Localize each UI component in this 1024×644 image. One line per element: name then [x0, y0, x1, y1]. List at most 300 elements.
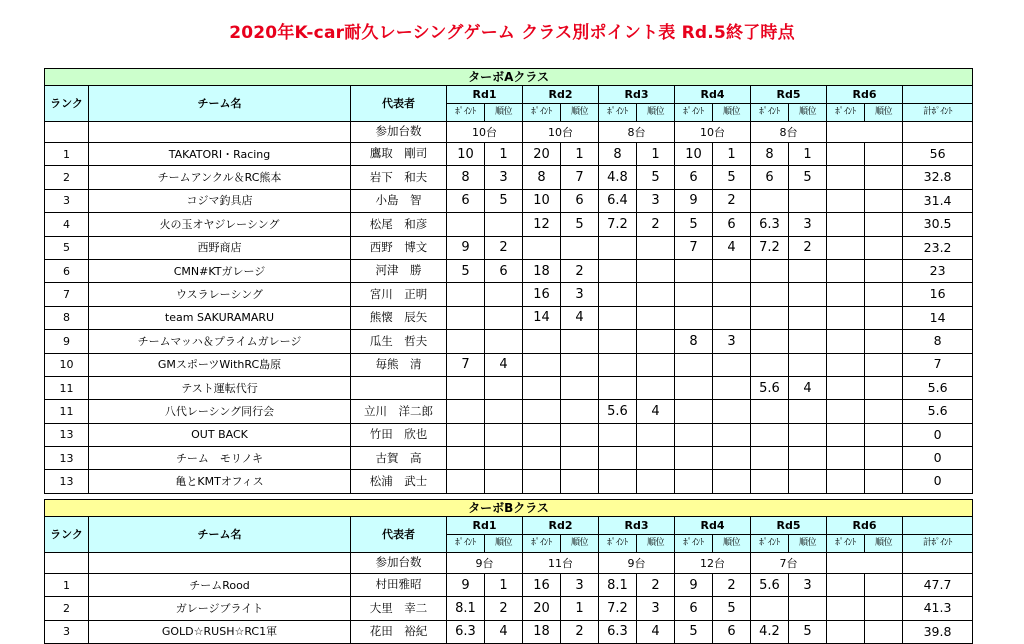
position-cell: 5	[485, 189, 523, 212]
position-cell	[637, 283, 675, 306]
position-cell	[637, 376, 675, 399]
points-cell: 5.6	[599, 400, 637, 423]
position-cell	[485, 447, 523, 470]
position-cell: 2	[713, 574, 751, 597]
total-cell: 0	[903, 470, 973, 493]
entries-count	[827, 122, 903, 143]
rank-cell: 10	[45, 353, 89, 376]
position-cell	[561, 447, 599, 470]
position-cell	[789, 400, 827, 423]
points-cell	[827, 283, 865, 306]
position-cell: 3	[561, 283, 599, 306]
position-cell	[561, 400, 599, 423]
team-cell: GOLD☆RUSH☆RC1軍	[89, 620, 351, 643]
points-cell	[675, 423, 713, 446]
points-cell: 8	[523, 166, 561, 189]
points-cell: 7	[675, 236, 713, 259]
points-subheader: ﾎﾟｲﾝﾄ	[599, 104, 637, 122]
points-cell	[599, 330, 637, 353]
points-cell: 7.2	[751, 236, 789, 259]
column-header-row	[45, 517, 973, 535]
points-cell: 9	[675, 189, 713, 212]
rank-cell: 2	[45, 166, 89, 189]
points-cell	[599, 283, 637, 306]
team-cell: ウスラレーシング	[89, 283, 351, 306]
points-cell: 10	[523, 189, 561, 212]
points-subheader: ﾎﾟｲﾝﾄ	[523, 104, 561, 122]
round-header: Rd4	[675, 517, 751, 535]
table-row	[45, 143, 973, 166]
position-cell	[865, 283, 903, 306]
rank-cell: 5	[45, 236, 89, 259]
position-cell	[865, 259, 903, 282]
position-cell: 5	[637, 166, 675, 189]
round-header: Rd3	[599, 517, 675, 535]
table-row	[45, 166, 973, 189]
position-cell	[865, 400, 903, 423]
points-cell	[675, 400, 713, 423]
class-name: ターボBクラス	[45, 500, 973, 517]
entries-count: 10台	[447, 122, 523, 143]
points-cell	[675, 283, 713, 306]
points-cell	[751, 189, 789, 212]
position-cell: 2	[637, 213, 675, 236]
points-cell	[751, 597, 789, 620]
points-cell: 20	[523, 143, 561, 166]
position-cell	[713, 400, 751, 423]
position-subheader: 順位	[485, 104, 523, 122]
round-header: Rd1	[447, 517, 523, 535]
points-cell: 7	[447, 353, 485, 376]
points-cell: 10	[675, 143, 713, 166]
points-cell	[523, 423, 561, 446]
total-header-top	[903, 86, 973, 104]
points-cell: 5.6	[751, 376, 789, 399]
points-cell	[447, 306, 485, 329]
points-subheader: ﾎﾟｲﾝﾄ	[523, 535, 561, 553]
position-cell: 2	[637, 574, 675, 597]
points-cell: 6.3	[599, 620, 637, 643]
points-cell: 10	[447, 143, 485, 166]
position-cell: 4	[485, 620, 523, 643]
position-cell	[865, 213, 903, 236]
rep-cell: 花田 裕紀	[351, 620, 447, 643]
points-cell	[447, 470, 485, 493]
position-cell: 4	[485, 353, 523, 376]
position-cell: 3	[485, 166, 523, 189]
round-header: Rd6	[827, 517, 903, 535]
position-cell	[637, 470, 675, 493]
points-cell	[827, 236, 865, 259]
points-cell	[751, 330, 789, 353]
entries-blank	[903, 122, 973, 143]
points-cell: 18	[523, 620, 561, 643]
points-cell	[827, 597, 865, 620]
total-cell: 41.3	[903, 597, 973, 620]
team-cell: ガレージブライト	[89, 597, 351, 620]
position-cell: 5	[789, 620, 827, 643]
rank-cell: 11	[45, 400, 89, 423]
position-cell: 3	[561, 574, 599, 597]
rep-cell: 松尾 和彦	[351, 213, 447, 236]
points-cell	[523, 236, 561, 259]
position-cell	[865, 166, 903, 189]
points-cell: 6.3	[751, 213, 789, 236]
points-cell: 5	[675, 213, 713, 236]
position-cell: 6	[561, 189, 599, 212]
points-cell	[827, 353, 865, 376]
points-cell	[827, 213, 865, 236]
rank-header: ランク	[45, 86, 89, 122]
points-cell: 9	[675, 574, 713, 597]
position-cell: 2	[485, 597, 523, 620]
position-cell	[865, 423, 903, 446]
rep-cell: 古賀 高	[351, 447, 447, 470]
points-cell	[827, 143, 865, 166]
position-cell: 3	[789, 574, 827, 597]
total-cell: 30.5	[903, 213, 973, 236]
entries-count: 10台	[523, 122, 599, 143]
round-header: Rd2	[523, 86, 599, 104]
position-cell	[865, 376, 903, 399]
position-cell	[789, 353, 827, 376]
entries-count: 10台	[675, 122, 751, 143]
points-cell: 6	[675, 597, 713, 620]
points-cell: 12	[523, 213, 561, 236]
points-cell	[599, 376, 637, 399]
points-cell: 6.3	[447, 620, 485, 643]
points-cell: 9	[447, 236, 485, 259]
position-cell	[637, 353, 675, 376]
points-cell: 6	[675, 166, 713, 189]
rank-cell: 8	[45, 306, 89, 329]
position-cell: 1	[789, 143, 827, 166]
points-cell: 9	[447, 574, 485, 597]
rank-cell: 3	[45, 620, 89, 643]
class-header-row	[45, 500, 973, 517]
rank-cell: 2	[45, 597, 89, 620]
position-cell	[485, 306, 523, 329]
points-cell	[599, 353, 637, 376]
points-cell	[599, 423, 637, 446]
position-cell	[789, 597, 827, 620]
position-subheader: 順位	[713, 535, 751, 553]
rep-cell: 小島 智	[351, 189, 447, 212]
points-cell	[827, 306, 865, 329]
team-cell: チーム モリノキ	[89, 447, 351, 470]
rank-cell: 4	[45, 213, 89, 236]
position-cell	[561, 376, 599, 399]
table-row	[45, 259, 973, 282]
points-cell: 8.1	[447, 597, 485, 620]
rank-cell: 1	[45, 574, 89, 597]
rep-header: 代表者	[351, 86, 447, 122]
entries-row	[45, 122, 973, 143]
points-cell: 7.2	[599, 213, 637, 236]
position-cell	[789, 423, 827, 446]
points-cell	[827, 620, 865, 643]
entries-blank	[89, 122, 351, 143]
position-cell: 1	[485, 574, 523, 597]
rank-cell: 3	[45, 189, 89, 212]
points-cell: 16	[523, 283, 561, 306]
points-cell	[751, 306, 789, 329]
entries-row	[45, 553, 973, 574]
position-cell	[637, 447, 675, 470]
points-cell: 6	[447, 189, 485, 212]
position-cell: 2	[561, 620, 599, 643]
rep-cell: 鷹取 剛司	[351, 143, 447, 166]
rank-header: ランク	[45, 517, 89, 553]
points-cell	[523, 353, 561, 376]
team-cell: 八代レーシング同行会	[89, 400, 351, 423]
class-a-table	[44, 68, 973, 494]
team-cell: OUT BACK	[89, 423, 351, 446]
total-subheader: 計ﾎﾟｲﾝﾄ	[903, 104, 973, 122]
points-cell: 5	[675, 620, 713, 643]
rep-cell	[351, 376, 447, 399]
rep-cell: 毎熊 清	[351, 353, 447, 376]
points-cell: 8	[751, 143, 789, 166]
class-b-table	[44, 499, 973, 644]
rep-cell: 宮川 正明	[351, 283, 447, 306]
entries-count: 8台	[599, 122, 675, 143]
position-cell	[485, 283, 523, 306]
table-row	[45, 376, 973, 399]
entries-count: 12台	[675, 553, 751, 574]
total-cell: 7	[903, 353, 973, 376]
round-header: Rd5	[751, 517, 827, 535]
total-cell: 23.2	[903, 236, 973, 259]
points-cell	[751, 400, 789, 423]
rep-cell: 松浦 武士	[351, 470, 447, 493]
total-cell: 47.7	[903, 574, 973, 597]
table-row	[45, 283, 973, 306]
points-cell: 4.2	[751, 620, 789, 643]
table-row	[45, 306, 973, 329]
position-cell	[713, 447, 751, 470]
points-cell	[675, 353, 713, 376]
table-row	[45, 447, 973, 470]
points-cell	[523, 400, 561, 423]
table-row	[45, 423, 973, 446]
rank-cell: 1	[45, 143, 89, 166]
position-cell: 3	[713, 330, 751, 353]
round-header: Rd5	[751, 86, 827, 104]
position-cell	[561, 330, 599, 353]
rank-cell: 13	[45, 423, 89, 446]
rep-cell: 大里 幸二	[351, 597, 447, 620]
points-cell	[827, 376, 865, 399]
position-subheader: 順位	[865, 535, 903, 553]
position-cell	[713, 376, 751, 399]
rank-cell: 9	[45, 330, 89, 353]
position-cell: 5	[713, 597, 751, 620]
entries-blank	[45, 553, 89, 574]
position-cell	[865, 620, 903, 643]
entries-blank	[903, 553, 973, 574]
team-header: チーム名	[89, 517, 351, 553]
position-cell	[561, 236, 599, 259]
column-header-row	[45, 86, 973, 104]
table-row	[45, 330, 973, 353]
position-cell	[865, 574, 903, 597]
table-row	[45, 189, 973, 212]
points-cell	[599, 236, 637, 259]
round-header: Rd1	[447, 86, 523, 104]
points-subheader: ﾎﾟｲﾝﾄ	[675, 535, 713, 553]
position-cell	[637, 306, 675, 329]
total-cell: 39.8	[903, 620, 973, 643]
entries-count	[827, 553, 903, 574]
position-cell	[865, 447, 903, 470]
points-cell: 8	[675, 330, 713, 353]
entries-blank	[89, 553, 351, 574]
points-cell: 18	[523, 259, 561, 282]
points-cell	[447, 376, 485, 399]
position-subheader: 順位	[637, 104, 675, 122]
round-header: Rd3	[599, 86, 675, 104]
points-subheader: ﾎﾟｲﾝﾄ	[827, 104, 865, 122]
entries-count: 7台	[751, 553, 827, 574]
team-cell: GMスポーツWithRC島原	[89, 353, 351, 376]
points-cell: 7.2	[599, 597, 637, 620]
position-cell: 6	[485, 259, 523, 282]
entries-count: 11台	[523, 553, 599, 574]
position-cell: 6	[713, 620, 751, 643]
position-cell	[713, 353, 751, 376]
position-cell	[637, 423, 675, 446]
points-cell	[827, 189, 865, 212]
points-subheader: ﾎﾟｲﾝﾄ	[827, 535, 865, 553]
rep-cell: 村田雅昭	[351, 574, 447, 597]
points-cell	[827, 166, 865, 189]
points-cell	[599, 259, 637, 282]
total-cell: 5.6	[903, 400, 973, 423]
points-cell	[827, 400, 865, 423]
points-subheader: ﾎﾟｲﾝﾄ	[447, 535, 485, 553]
position-cell	[485, 470, 523, 493]
position-cell: 4	[713, 236, 751, 259]
points-cell: 14	[523, 306, 561, 329]
position-cell: 5	[713, 166, 751, 189]
position-cell	[789, 306, 827, 329]
position-cell	[789, 283, 827, 306]
position-cell	[485, 400, 523, 423]
position-cell: 2	[789, 236, 827, 259]
points-cell	[447, 447, 485, 470]
team-cell: コジマ釣具店	[89, 189, 351, 212]
table-row	[45, 236, 973, 259]
points-cell	[523, 330, 561, 353]
points-cell: 5.6	[751, 574, 789, 597]
points-cell	[675, 259, 713, 282]
position-cell: 3	[789, 213, 827, 236]
points-cell	[523, 447, 561, 470]
points-subheader: ﾎﾟｲﾝﾄ	[751, 104, 789, 122]
points-cell: 4.8	[599, 166, 637, 189]
position-cell: 2	[485, 236, 523, 259]
points-cell	[827, 259, 865, 282]
points-cell	[751, 283, 789, 306]
rep-cell: 熊懐 辰矢	[351, 306, 447, 329]
position-subheader: 順位	[789, 535, 827, 553]
position-cell	[865, 236, 903, 259]
points-cell	[523, 470, 561, 493]
team-cell: テスト運転代行	[89, 376, 351, 399]
document-title: 2020年K-car耐久レーシングゲーム クラス別ポイント表 Rd.5終了時点	[229, 23, 795, 43]
position-cell	[485, 376, 523, 399]
position-cell	[713, 306, 751, 329]
points-cell	[447, 423, 485, 446]
points-cell: 8	[599, 143, 637, 166]
position-cell	[789, 447, 827, 470]
points-cell: 6.4	[599, 189, 637, 212]
team-cell: team SAKURAMARU	[89, 306, 351, 329]
rep-cell: 瓜生 哲夫	[351, 330, 447, 353]
round-header: Rd4	[675, 86, 751, 104]
table-row	[45, 353, 973, 376]
position-cell	[865, 330, 903, 353]
position-cell	[789, 470, 827, 493]
points-cell	[751, 447, 789, 470]
points-cell: 6	[751, 166, 789, 189]
position-cell: 1	[485, 143, 523, 166]
class-header-row	[45, 69, 973, 86]
position-cell	[561, 423, 599, 446]
total-cell: 31.4	[903, 189, 973, 212]
points-cell	[675, 376, 713, 399]
position-cell: 3	[637, 597, 675, 620]
points-subheader: ﾎﾟｲﾝﾄ	[447, 104, 485, 122]
table-row	[45, 620, 973, 643]
position-cell	[789, 330, 827, 353]
table-row	[45, 470, 973, 493]
points-cell	[675, 470, 713, 493]
position-subheader: 順位	[865, 104, 903, 122]
total-cell: 5.6	[903, 376, 973, 399]
rep-cell: 立川 洋二郎	[351, 400, 447, 423]
table-row	[45, 574, 973, 597]
round-header: Rd6	[827, 86, 903, 104]
position-cell: 4	[637, 620, 675, 643]
position-subheader: 順位	[561, 535, 599, 553]
position-cell: 2	[561, 259, 599, 282]
position-cell: 6	[713, 213, 751, 236]
total-cell: 14	[903, 306, 973, 329]
position-cell: 2	[713, 189, 751, 212]
position-cell: 1	[561, 597, 599, 620]
points-cell	[827, 574, 865, 597]
points-cell	[523, 376, 561, 399]
team-cell: CMN#KTガレージ	[89, 259, 351, 282]
entries-count: 9台	[599, 553, 675, 574]
total-header-top	[903, 517, 973, 535]
points-cell: 8.1	[599, 574, 637, 597]
position-cell	[713, 283, 751, 306]
entries-count: 8台	[751, 122, 827, 143]
round-header: Rd2	[523, 517, 599, 535]
points-cell	[827, 330, 865, 353]
points-cell	[751, 423, 789, 446]
rank-cell: 13	[45, 447, 89, 470]
team-cell: チームアンクル＆RC熊本	[89, 166, 351, 189]
position-cell	[561, 353, 599, 376]
rep-cell: 河津 勝	[351, 259, 447, 282]
position-cell	[637, 259, 675, 282]
position-cell	[485, 423, 523, 446]
team-cell: TAKATORI・Racing	[89, 143, 351, 166]
